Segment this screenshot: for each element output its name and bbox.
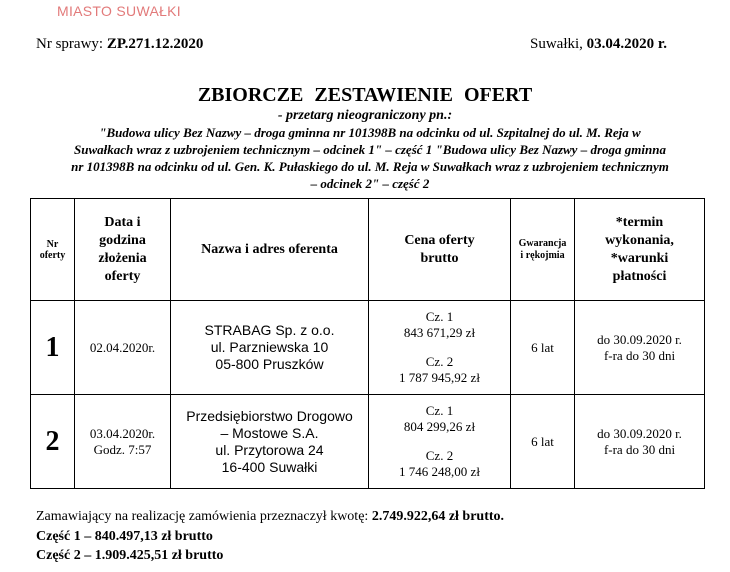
terms-value bbox=[575, 395, 705, 489]
document-subtitle: - przetarg nieograniczony pn.: bbox=[277, 108, 453, 123]
part2-price: 1 746 248,00 zł bbox=[399, 464, 480, 479]
header-date bbox=[75, 199, 171, 301]
header-offer-number bbox=[31, 199, 75, 301]
header-warranty bbox=[511, 199, 575, 301]
terms-line: f-ra do 30 dni bbox=[603, 441, 676, 457]
budget-text: Zamawiający na realizację zamówienia przeznaczył kwotę: bbox=[36, 509, 369, 524]
offer-date bbox=[75, 301, 171, 395]
terms-line: f-ra do 30 dni bbox=[603, 347, 676, 363]
part1-label: Cz. 1 bbox=[425, 309, 454, 324]
bidder-line: 16-400 Suwałki bbox=[221, 458, 318, 475]
offer-price bbox=[369, 301, 511, 395]
offer-date bbox=[75, 395, 171, 489]
terms-line: do 30.09.2020 r. bbox=[597, 331, 682, 347]
warranty-value: 6 lat bbox=[511, 395, 575, 489]
table-row bbox=[31, 395, 705, 489]
header-line: Gwarancja bbox=[518, 237, 567, 249]
bidder-name-address bbox=[171, 301, 369, 395]
part1-price: 804 299,26 zł bbox=[403, 419, 476, 434]
offers-table bbox=[30, 198, 705, 489]
bidder-line: Przedsiębiorstwo Drogowo bbox=[186, 407, 353, 424]
header-line: godzina bbox=[99, 232, 146, 248]
part1-price: 843 671,29 zł bbox=[403, 325, 476, 340]
table-row bbox=[31, 301, 705, 395]
part2-label: Cz. 2 bbox=[425, 448, 454, 463]
date-line: 02.04.2020r. bbox=[89, 339, 156, 355]
header-line: oferty bbox=[104, 268, 141, 284]
header-line: Data i bbox=[104, 214, 141, 230]
bidder-line: STRABAG Sp. z o.o. bbox=[204, 322, 335, 338]
budget-amount: 2.749.922,64 zł brutto. bbox=[371, 509, 505, 524]
description-line: Suwałkach wraz z uzbrojeniem technicznym – odcinek 1" – część 1 "Budowa ulicy Bez Nazwy – droga gminna bbox=[74, 142, 666, 157]
header-line: oferty bbox=[39, 249, 66, 261]
case-number: ZP.271.12.2020 bbox=[106, 36, 204, 52]
header-line: Nr bbox=[46, 238, 59, 250]
header-bidder: Nazwa i adres oferenta bbox=[171, 199, 369, 301]
header-line: wykonania, bbox=[605, 232, 674, 248]
part2-price: 1 787 945,92 zł bbox=[399, 370, 480, 385]
document-title: ZBIORCZE ZESTAWIENIE OFERT bbox=[197, 84, 533, 106]
offer-number: 2 bbox=[31, 395, 75, 489]
terms-line: do 30.09.2020 r. bbox=[597, 425, 682, 441]
bidder-line: 05-800 Pruszków bbox=[215, 356, 324, 372]
bidder-line: ul. Parzniewska 10 bbox=[210, 339, 329, 355]
bidder-line: ul. Przytorowa 24 bbox=[215, 441, 324, 458]
header-line: *termin bbox=[615, 214, 664, 230]
header-line: Cena oferty bbox=[404, 232, 475, 248]
header-line: i rękojmia bbox=[520, 249, 565, 261]
description-line: nr 101398B na odcinku od ul. Gen. K. Pułaskiego do ul. M. Reja w Suwałkach wraz z uzbrojeniem technicznym bbox=[71, 159, 669, 174]
document-date: 03.04.2020 r. bbox=[586, 36, 667, 52]
warranty-value: 6 lat bbox=[511, 301, 575, 395]
budget-part2: Część 2 – 1.909.425,51 zł brutto bbox=[36, 548, 224, 563]
description-line: – odcinek 2" – część 2 bbox=[310, 176, 430, 191]
header-line: złożenia bbox=[98, 250, 147, 266]
offer-number: 1 bbox=[31, 301, 75, 395]
budget-part1: Część 1 – 840.497,13 zł brutto bbox=[36, 529, 213, 544]
case-number-label: Nr sprawy: bbox=[36, 36, 104, 52]
header-terms bbox=[575, 199, 705, 301]
city-stamp: MIASTO SUWAŁKI bbox=[57, 3, 181, 19]
description-line: "Budowa ulicy Bez Nazwy – droga gminna nr 101398B na odcinku od ul. Szpitalnej do ul. M. Reja w bbox=[99, 125, 641, 140]
header-line: płatności bbox=[612, 268, 667, 284]
header-line: brutto bbox=[420, 250, 459, 266]
place-date-line bbox=[530, 36, 667, 53]
bidder-name-address bbox=[171, 395, 369, 489]
case-number-line bbox=[36, 36, 203, 53]
part2-label: Cz. 2 bbox=[425, 354, 454, 369]
table-header-row bbox=[31, 199, 705, 301]
place-label: Suwałki, bbox=[530, 36, 583, 52]
date-line: Godz. 7:57 bbox=[93, 441, 152, 457]
offer-price bbox=[369, 395, 511, 489]
header-price bbox=[369, 199, 511, 301]
budget-line bbox=[36, 509, 504, 525]
tender-description bbox=[30, 124, 710, 192]
header-line: *warunki bbox=[610, 250, 669, 266]
bidder-line: – Mostowe S.A. bbox=[220, 424, 319, 441]
part1-label: Cz. 1 bbox=[425, 403, 454, 418]
terms-value bbox=[575, 301, 705, 395]
date-line: 03.04.2020r. bbox=[89, 425, 156, 441]
